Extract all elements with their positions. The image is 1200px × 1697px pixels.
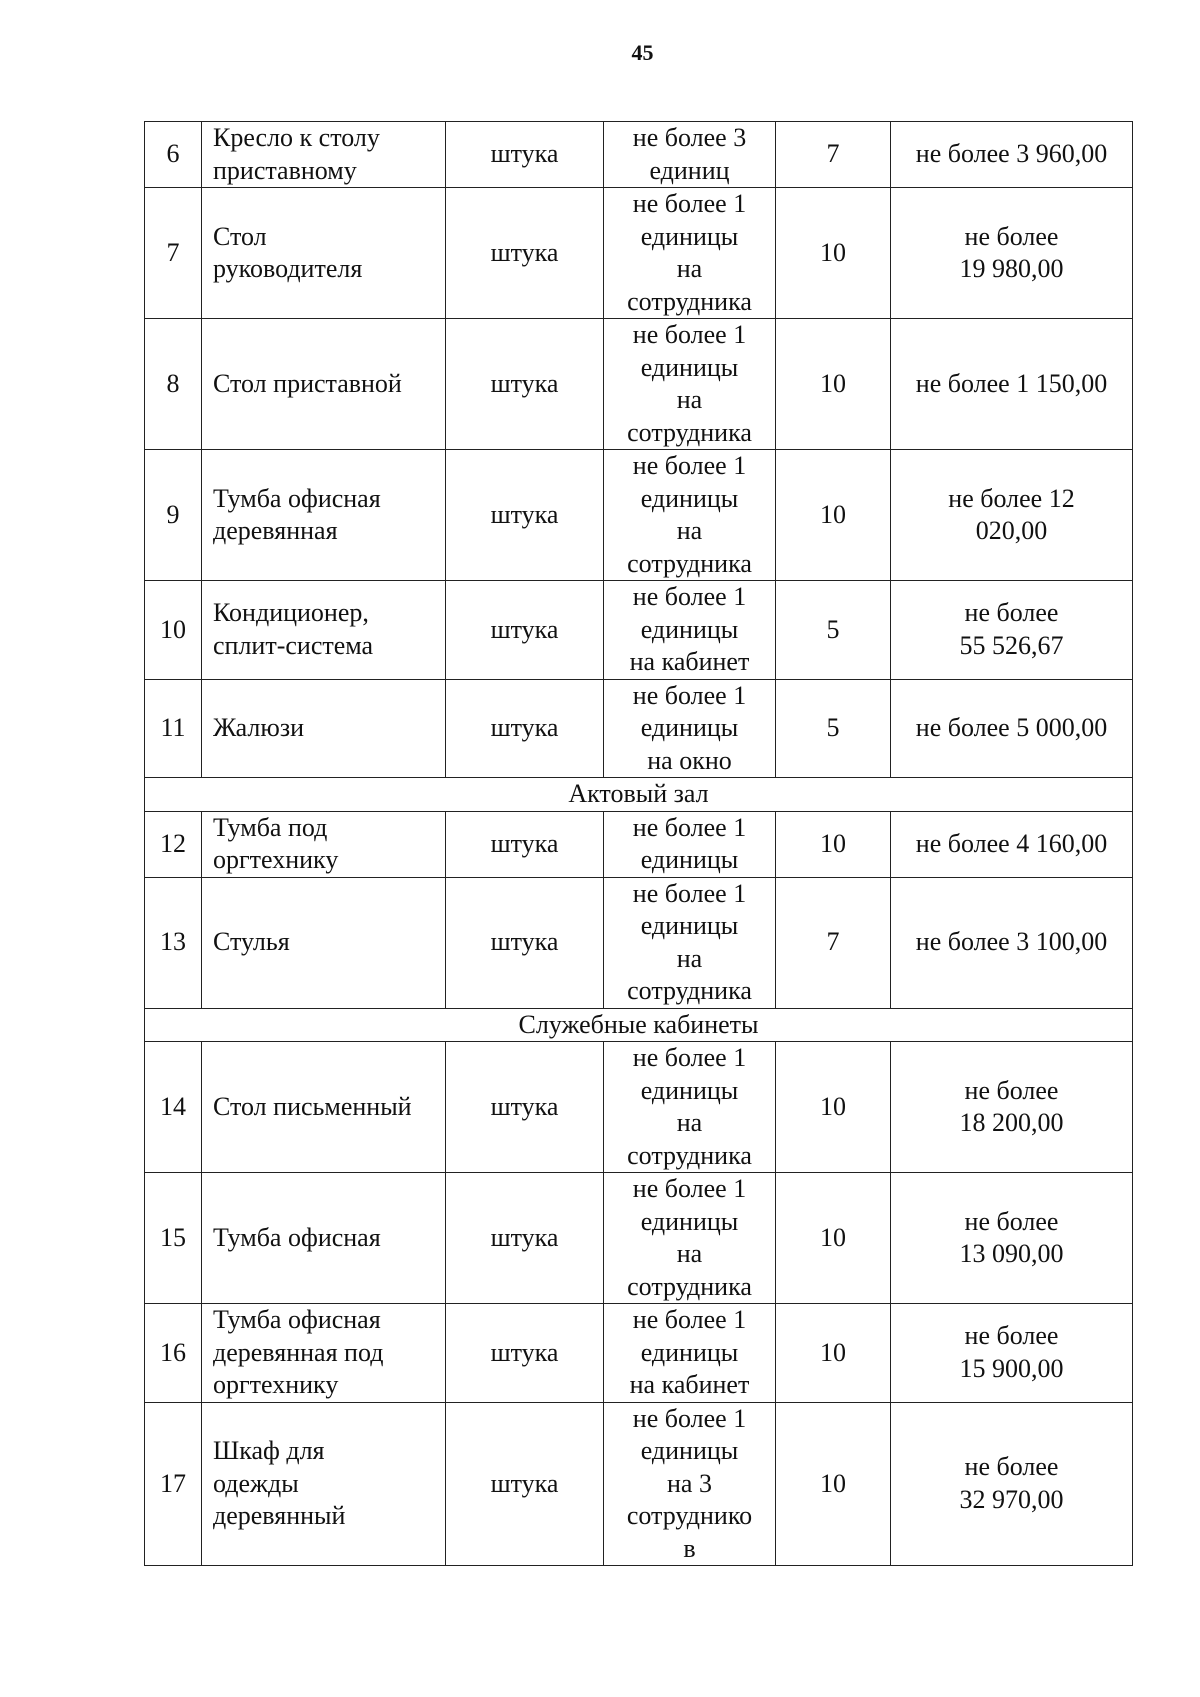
cell-number: 9 — [145, 450, 202, 581]
section-title: Актовый зал — [145, 778, 1133, 812]
cell-service-life: 7 — [776, 877, 891, 1008]
section-row — [145, 1008, 1133, 1042]
cell-number: 16 — [145, 1304, 202, 1403]
cell-item-name — [202, 188, 446, 319]
cell-item-name — [202, 1042, 446, 1173]
cell-quantity-line: не более 1 — [632, 320, 747, 349]
cell-number: 11 — [145, 679, 202, 778]
cell-number: 13 — [145, 877, 202, 1008]
cell-price-line: 19 980,00 — [959, 254, 1064, 283]
cell-unit: штука — [446, 581, 604, 680]
table-row — [145, 319, 1133, 450]
cell-service-life: 10 — [776, 1173, 891, 1304]
cell-service-life: 10 — [776, 811, 891, 877]
cell-price — [891, 1402, 1133, 1566]
cell-price-line: не более 3 100,00 — [915, 927, 1108, 957]
table-row — [145, 1173, 1133, 1304]
cell-quantity — [604, 122, 776, 188]
cell-number: 10 — [145, 581, 202, 680]
cell-price-line: 18 200,00 — [959, 1108, 1064, 1137]
cell-quantity — [604, 319, 776, 450]
cell-item-name-line: деревянная — [213, 516, 338, 545]
cell-item-name — [202, 319, 446, 450]
cell-price — [891, 188, 1133, 319]
table-row — [145, 679, 1133, 778]
cell-quantity — [604, 1304, 776, 1403]
cell-quantity — [604, 188, 776, 319]
cell-quantity-line: на кабинет — [629, 647, 750, 676]
cell-quantity-line: единицы — [640, 1206, 739, 1236]
table-row — [145, 188, 1133, 319]
cell-number: 6 — [145, 122, 202, 188]
cell-item-name-line: Стол — [213, 221, 267, 251]
cell-price-line: не более — [964, 221, 1059, 251]
cell-item-name — [202, 679, 446, 778]
table-row — [145, 122, 1133, 188]
cell-quantity-line: единицы — [640, 1436, 739, 1465]
cell-unit: штука — [446, 811, 604, 877]
cell-quantity-line: сотрудника — [627, 548, 752, 578]
cell-unit: штука — [446, 319, 604, 450]
cell-quantity-line: на — [676, 254, 703, 283]
cell-price — [891, 319, 1133, 450]
cell-item-name-line: Жалюзи — [213, 713, 304, 742]
cell-quantity-line: не более 1 — [632, 878, 747, 908]
cell-quantity-line: не более 1 — [632, 451, 747, 480]
cell-unit: штука — [446, 450, 604, 581]
cell-price-line: не более — [964, 1206, 1059, 1236]
cell-item-name-line: Тумба под — [213, 812, 328, 842]
cell-quantity-line: сотрудника — [627, 1140, 752, 1170]
cell-quantity-line: не более 1 — [632, 1305, 747, 1334]
cell-number: 7 — [145, 188, 202, 319]
cell-quantity-line: на — [676, 385, 703, 414]
cell-item-name — [202, 581, 446, 680]
page-number: 45 — [631, 40, 654, 65]
cell-price-line: не более 1 150,00 — [915, 368, 1108, 398]
cell-price — [891, 122, 1133, 188]
cell-quantity-line: единицы — [640, 483, 739, 513]
cell-quantity — [604, 1402, 776, 1566]
cell-price-line: 13 090,00 — [959, 1239, 1064, 1268]
cell-number: 8 — [145, 319, 202, 450]
cell-quantity-line: на — [676, 516, 703, 545]
cell-number: 14 — [145, 1042, 202, 1173]
cell-quantity-line: единицы — [640, 713, 739, 742]
cell-quantity-line: на окно — [647, 745, 732, 775]
cell-price-line: не более — [964, 1321, 1059, 1351]
cell-quantity — [604, 811, 776, 877]
section-row — [145, 778, 1133, 812]
cell-item-name — [202, 1402, 446, 1566]
cell-unit: штука — [446, 1042, 604, 1173]
cell-price — [891, 877, 1133, 1008]
cell-quantity-line: не более 1 — [632, 582, 747, 611]
cell-price — [891, 1042, 1133, 1173]
cell-item-name-line: Стол приставной — [213, 368, 402, 398]
cell-quantity-line: сотруднико — [626, 1501, 753, 1530]
cell-quantity — [604, 1042, 776, 1173]
cell-price-line: не более 12 — [948, 483, 1075, 513]
cell-quantity-line: в — [683, 1533, 696, 1563]
table-row — [145, 1304, 1133, 1403]
cell-quantity-line: не более 1 — [632, 1043, 747, 1072]
cell-item-name-line: оргтехнику — [213, 1370, 339, 1399]
cell-item-name — [202, 450, 446, 581]
cell-item-name-line: руководителя — [213, 254, 363, 283]
cell-quantity-line: единицы — [640, 845, 739, 874]
cell-service-life: 5 — [776, 581, 891, 680]
cell-item-name-line: сплит-система — [213, 630, 374, 660]
cell-item-name — [202, 122, 446, 188]
cell-number: 12 — [145, 811, 202, 877]
cell-item-name-line: Кресло к столу — [213, 123, 380, 152]
cell-item-name-line: деревянный — [213, 1501, 346, 1530]
table-row — [145, 877, 1133, 1008]
cell-quantity — [604, 450, 776, 581]
cell-quantity-line: единицы — [640, 911, 739, 940]
table-row — [145, 1402, 1133, 1566]
cell-item-name-line: приставному — [213, 155, 357, 185]
cell-price-line: не более — [964, 1452, 1059, 1482]
cell-service-life: 10 — [776, 1304, 891, 1403]
cell-quantity-line: единиц — [649, 155, 730, 185]
cell-price-line: не более 5 000,00 — [915, 713, 1108, 742]
cell-price — [891, 450, 1133, 581]
cell-quantity-line: не более 1 — [632, 189, 747, 218]
cell-quantity-line: не более 3 — [632, 123, 747, 152]
cell-service-life: 10 — [776, 450, 891, 581]
cell-quantity-line: на — [676, 1239, 703, 1268]
cell-quantity-line: не более 1 — [632, 1174, 747, 1203]
cell-item-name-line: Тумба офисная — [213, 1222, 381, 1252]
section-title: Служебные кабинеты — [145, 1008, 1133, 1042]
cell-price-line: не более 4 160,00 — [915, 828, 1108, 858]
cell-item-name — [202, 1173, 446, 1304]
table-row — [145, 1042, 1133, 1173]
cell-item-name-line: оргтехнику — [213, 845, 339, 874]
cell-unit: штука — [446, 1173, 604, 1304]
cell-price — [891, 1304, 1133, 1403]
cell-unit: штука — [446, 122, 604, 188]
cell-quantity-line: единицы — [640, 614, 739, 644]
cell-item-name-line: одежды — [213, 1468, 299, 1498]
cell-quantity-line: не более 1 — [632, 812, 747, 842]
cell-service-life: 10 — [776, 319, 891, 450]
cell-item-name-line: деревянная под — [213, 1337, 384, 1367]
cell-item-name — [202, 811, 446, 877]
cell-quantity-line: на 3 — [667, 1468, 712, 1498]
cell-price-line: не более 3 960,00 — [915, 139, 1108, 169]
furniture-norms-table — [144, 121, 1133, 1566]
cell-quantity-line: сотрудника — [627, 417, 752, 447]
cell-unit: штука — [446, 877, 604, 1008]
table-body — [145, 122, 1133, 1566]
cell-quantity-line: единицы — [640, 352, 739, 382]
cell-service-life: 10 — [776, 1042, 891, 1173]
cell-service-life: 10 — [776, 1402, 891, 1566]
cell-number: 17 — [145, 1402, 202, 1566]
cell-unit: штука — [446, 1402, 604, 1566]
table-row — [145, 450, 1133, 581]
cell-quantity-line: сотрудника — [627, 976, 752, 1005]
cell-price — [891, 679, 1133, 778]
cell-quantity-line: на кабинет — [629, 1370, 750, 1399]
cell-quantity — [604, 877, 776, 1008]
cell-price-line: 55 526,67 — [959, 630, 1064, 660]
cell-quantity-line: не более 1 — [632, 680, 747, 710]
cell-service-life: 7 — [776, 122, 891, 188]
cell-item-name-line: Кондиционер, — [213, 598, 369, 628]
cell-quantity-line: на — [676, 943, 703, 973]
cell-unit: штука — [446, 1304, 604, 1403]
cell-price-line: 020,00 — [975, 516, 1048, 545]
cell-price-line: 15 900,00 — [959, 1353, 1064, 1383]
cell-price — [891, 581, 1133, 680]
cell-service-life: 5 — [776, 679, 891, 778]
cell-unit: штука — [446, 188, 604, 319]
cell-quantity — [604, 581, 776, 680]
cell-service-life: 10 — [776, 188, 891, 319]
cell-quantity-line: единицы — [640, 221, 739, 251]
cell-price-line: 32 970,00 — [959, 1484, 1064, 1514]
cell-item-name-line: Тумба офисная — [213, 1305, 381, 1334]
cell-quantity — [604, 1173, 776, 1304]
table-row — [145, 811, 1133, 877]
cell-quantity-line: единицы — [640, 1337, 739, 1367]
cell-item-name-line: Тумба офисная — [213, 483, 381, 513]
table-row — [145, 581, 1133, 680]
cell-price-line: не более — [964, 598, 1059, 628]
cell-item-name — [202, 1304, 446, 1403]
cell-quantity-line: не более 1 — [632, 1403, 747, 1433]
cell-quantity — [604, 679, 776, 778]
cell-price — [891, 1173, 1133, 1304]
cell-quantity-line: сотрудника — [627, 286, 752, 316]
cell-item-name-line: Стол письменный — [213, 1091, 412, 1121]
cell-item-name — [202, 877, 446, 1008]
cell-number: 15 — [145, 1173, 202, 1304]
cell-item-name-line: Стулья — [213, 927, 290, 957]
cell-price — [891, 811, 1133, 877]
cell-quantity-line: сотрудника — [627, 1271, 752, 1301]
cell-item-name-line: Шкаф для — [213, 1436, 325, 1465]
cell-price-line: не более — [964, 1075, 1059, 1105]
cell-quantity-line: единицы — [640, 1075, 739, 1105]
cell-quantity-line: на — [676, 1108, 703, 1137]
cell-unit: штука — [446, 679, 604, 778]
